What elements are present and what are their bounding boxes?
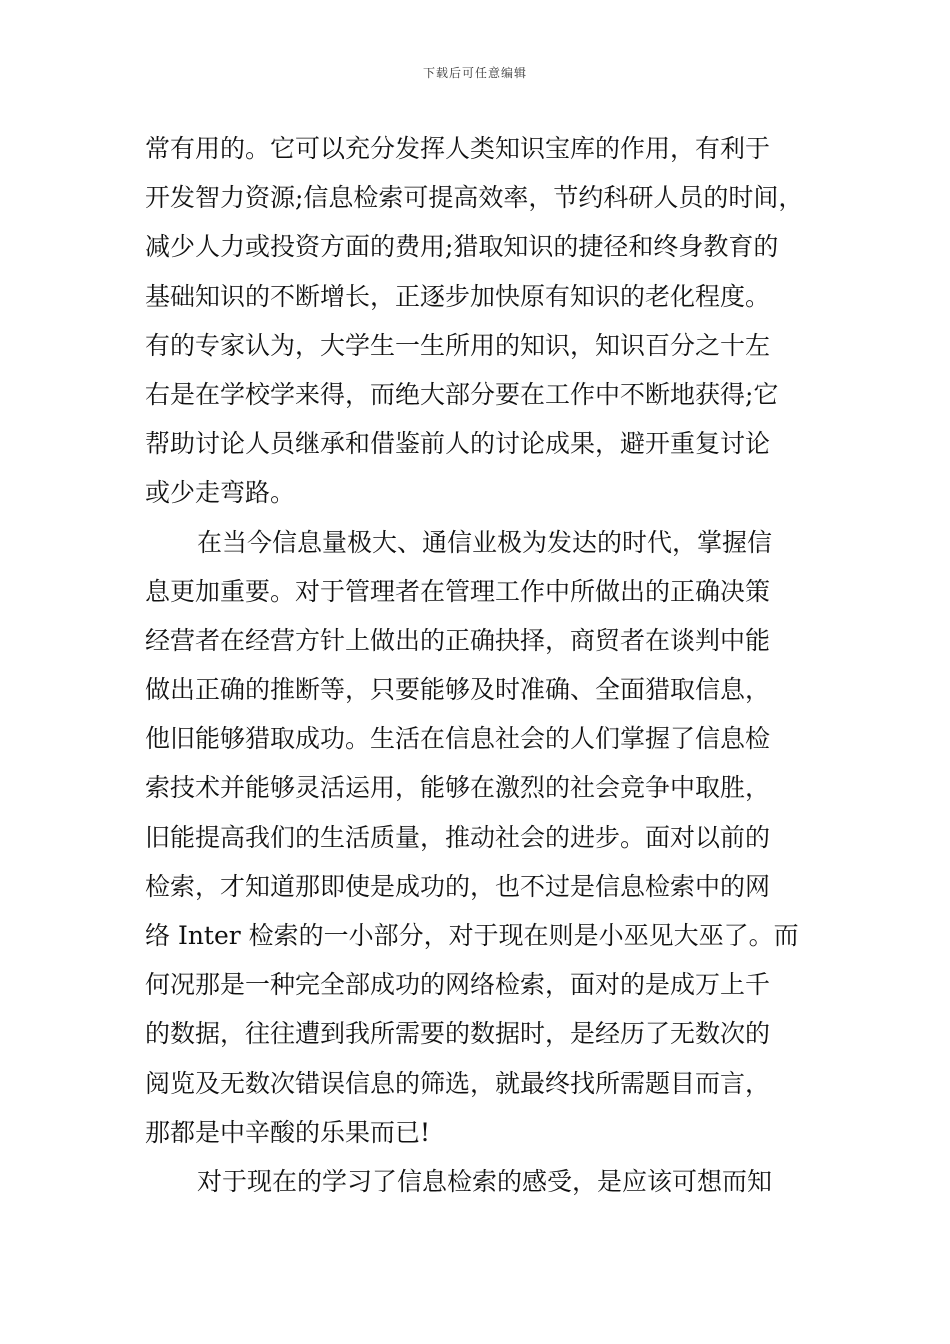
text-line: 减少人力或投资方面的费用;猎取知识的捷径和终身教育的 [145, 232, 779, 262]
paragraph-first-line: 对于现在的学习了信息检索的感受，是应该可想而知 [197, 1166, 773, 1196]
text-line: 的数据，往往遭到我所需要的数据时，是经历了无数次的 [145, 1019, 771, 1049]
text-line: 络 Inter 检索的一小部分，对于现在则是小巫见大巫了。而 [145, 921, 799, 950]
text-line: 阅览及无数次错误信息的筛选，就最终找所需题目而言， [145, 1068, 771, 1098]
text-line: 基础知识的不断增长，正逐步加快原有知识的老化程度。 [145, 281, 771, 311]
text-line: 那都是中辛酸的乐果而已! [145, 1117, 431, 1147]
text-line: 常有用的。它可以充分发挥人类知识宝库的作用，有利于 [145, 134, 771, 163]
text-line: 帮助讨论人员继承和借鉴前人的讨论成果，避开重复讨论 [145, 429, 771, 459]
text-line: 息更加重要。对于管理者在管理工作中所做出的正确决策 [145, 576, 771, 606]
body-text [145, 124, 810, 1206]
text-line: 经营者在经营方针上做出的正确抉择，商贸者在谈判中能 [145, 625, 771, 655]
text-line: 右是在学校学来得，而绝大部分要在工作中不断地获得;它 [145, 379, 779, 409]
text-line: 索技术并能够灵活运用，能够在激烈的社会竞争中取胜， [145, 773, 771, 803]
text-line: 检索，才知道那即使是成功的，也不过是信息检索中的网 [145, 871, 771, 901]
text-line: 或少走弯路。 [145, 478, 296, 508]
text-line: 旧能提高我们的生活质量，推动社会的进步。面对以前的 [145, 822, 771, 852]
text-line: 他旧能够猎取成功。生活在信息社会的人们掌握了信息检 [145, 724, 771, 754]
page-header: 下载后可任意编辑 [422, 66, 527, 80]
text-line: 有的专家认为，大学生一生所用的知识，知识百分之十左 [145, 330, 771, 360]
paragraph-first-line: 在当今信息量极大、通信业极为发达的时代，掌握信 [197, 527, 773, 557]
text-line: 做出正确的推断等，只要能够及时准确、全面猎取信息， [145, 675, 771, 705]
text-line: 开发智力资源;信息检索可提高效率，节约科研人员的时间， [145, 183, 804, 213]
text-line: 何况那是一种完全部成功的网络检索，面对的是成万上千 [145, 970, 771, 1000]
